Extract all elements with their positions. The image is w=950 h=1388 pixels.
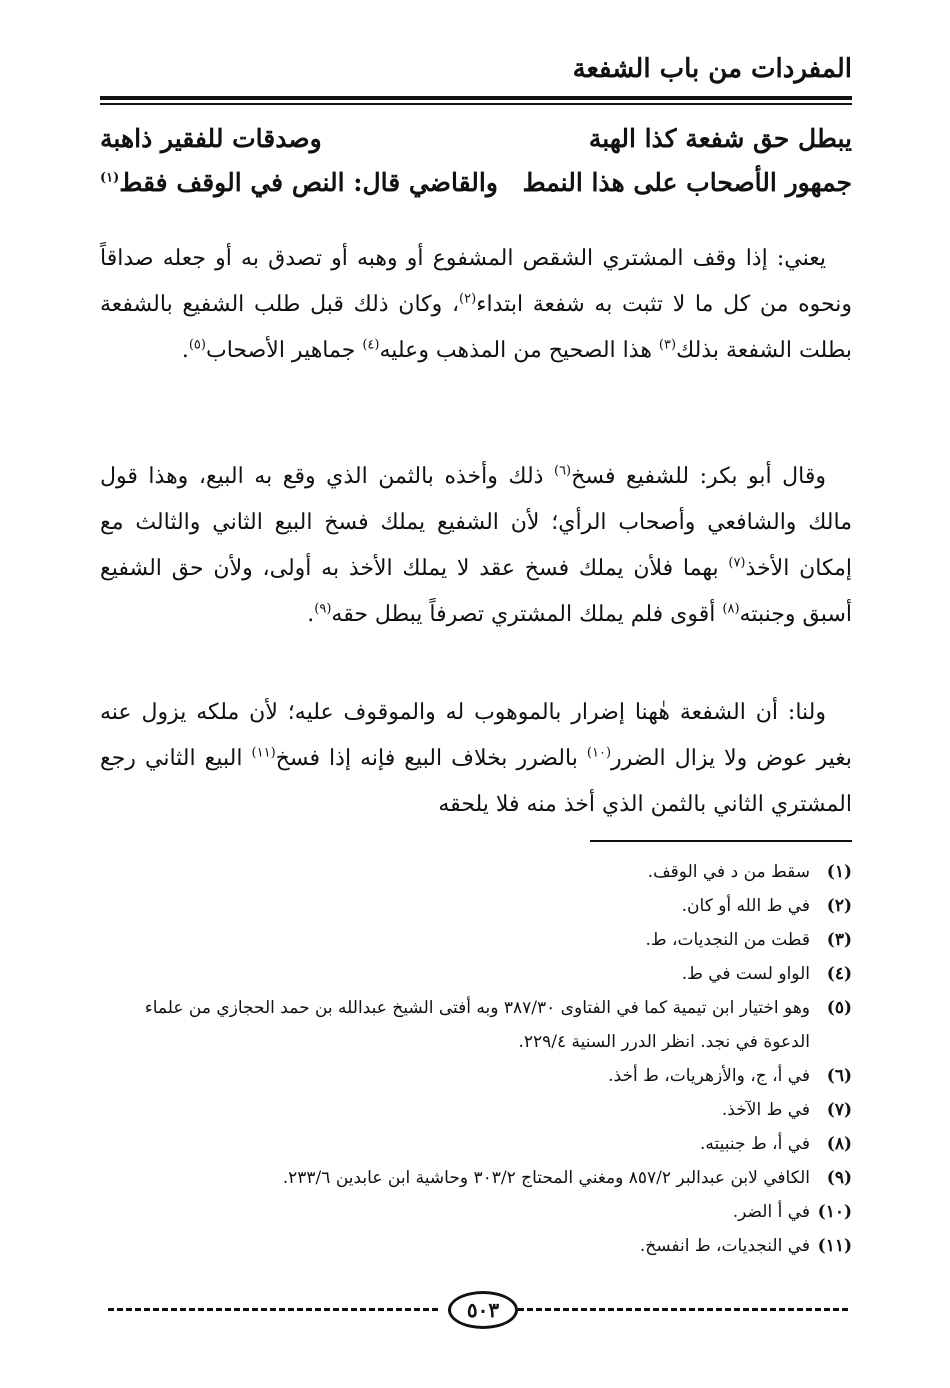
footnote-number: (٧) (826, 1100, 852, 1120)
footnote-ref-9[interactable]: (٩) (314, 601, 332, 617)
footnote-text: في أ، ط جنبيته. (700, 1134, 810, 1154)
footnote-text: في ط الله أو كان. (681, 896, 810, 916)
footnote-number: (٦) (826, 1066, 852, 1086)
footnote-separator (590, 840, 852, 842)
footnote-text: في النجديات، ط انفسخ. (639, 1236, 810, 1256)
footnote-text: الواو لست في ط. (681, 964, 810, 984)
footnote-text: الكافي لابن عبدالبر ٨٥٧/٢ ومغني المحتاج ٣٠٣/٢ وحاشية ابن عابدين ٢٣٣/٦. (282, 1168, 810, 1188)
paragraph-1-text-a: يعني: إذا وقف المشتري الشقص المشفوع أو وهبه أو تصدق به أو جعله صداقاً ونحوه من كل ما لا تثبت به شفعة ابتداء (100, 246, 852, 317)
footnote-item (100, 1229, 852, 1263)
footnote-ref-2[interactable]: (٢) (459, 291, 477, 307)
footnote-number: (٨) (826, 1134, 852, 1154)
footnote-ref-11[interactable]: (١١) (251, 745, 276, 761)
paragraph-3 (100, 690, 852, 828)
verse-line-2-second-text: والقاضي قال: النص في الوقف فقط (119, 168, 498, 197)
footnote-item (100, 923, 852, 957)
paragraph-2 (100, 454, 852, 638)
footnote-text: في أ، ج، والأزهريات، ط أخذ. (608, 1066, 810, 1086)
footnote-ref-5[interactable]: (٥) (188, 337, 206, 353)
footnote-number: (٣) (826, 930, 852, 950)
footnote-number: (١١) (817, 1236, 852, 1256)
paragraph-1-text-c: هذا الصحيح من المذهب وعليه (379, 338, 659, 363)
paragraph-1-text-e: . (181, 338, 189, 363)
page-footer (108, 1290, 848, 1330)
footer-dashed-rule-right (518, 1308, 848, 1311)
verse-line-2-first-hemistich: جمهور الأصحاب على هذا النمط (522, 168, 852, 197)
verse-line-1-first-hemistich: يبطل حق شفعة كذا الهبة (588, 124, 852, 153)
footnote-text: في أ الضر. (732, 1202, 810, 1222)
paragraph-3-text-a: ولنا: أن الشفعة هٰهنا إضرار بالموهوب له والموقوف عليه؛ لأن ملكه يزول عنه بغير عوض ولا يزال الضرر (100, 700, 853, 771)
paragraph-3-text-b: بالضرر بخلاف البيع فإنه إذا فسخ (275, 746, 587, 771)
footnote-ref-3[interactable]: (٣) (658, 337, 677, 353)
paragraph-2-text-d: أقوى فلم يملك المشتري تصرفاً يبطل حقه (331, 602, 723, 627)
paragraph-3-text-c: البيع الثاني رجع المشتري الثاني بالثمن الذي أخذ منه فلا يلحقه (100, 746, 852, 817)
footnote-item (100, 1127, 852, 1161)
verse-line-2 (100, 168, 852, 197)
footnote-number: (٩) (826, 1168, 852, 1188)
footnote-number: (١٠) (817, 1202, 852, 1222)
footnote-number: (١) (826, 862, 852, 882)
footnote-item (100, 1161, 852, 1195)
footnote-text: وهو اختيار ابن تيمية كما في الفتاوى ٣٨٧/٣٠ وبه أفتى الشيخ عبدالله بن حمد الحجازي من علماء الدعوة في نجد. انظر الدرر السنية ٢٢٩/٤. (144, 998, 810, 1052)
footnote-item (100, 1059, 852, 1093)
footnote-text: سقط من د في الوقف. (647, 862, 810, 882)
running-header-title: المفردات من باب الشفعة (572, 54, 852, 84)
footer-dashed-rule-left (108, 1308, 438, 1311)
paragraph-2-text-e: . (307, 602, 315, 627)
footnote-item (100, 889, 852, 923)
footnote-ref-6[interactable]: (٦) (553, 463, 572, 479)
footnote-item (100, 991, 852, 1059)
page-number: ٥٠٣ (448, 1291, 518, 1329)
footnote-ref-7[interactable]: (٧) (728, 555, 746, 571)
paragraph-1-text-b: ، وكان ذلك قبل طلب الشفيع بالشفعة بطلت الشفعة بذلك (100, 292, 852, 363)
footnote-ref-10[interactable]: (١٠) (586, 745, 612, 761)
paragraph-2-text-a: وقال أبو بكر: للشفيع فسخ (571, 464, 826, 489)
footnote-item (100, 1093, 852, 1127)
footnotes-list (100, 855, 852, 1263)
verse-line-1 (100, 124, 852, 153)
paragraph-2-text-b: ذلك وأخذه بالثمن الذي وقع به البيع، وهذا قول مالك والشافعي وأصحاب الرأي؛ لأن الشفيع يملك فسخ البيع الثاني والثالث مع إمكان الأخذ (100, 464, 852, 581)
footnote-text: في ط الآخذ. (721, 1100, 810, 1120)
footnote-item (100, 957, 852, 991)
paragraph-2-text-c: بهما فلأن يملك فسخ عقد لا يملك الأخذ به أولى، ولأن حق الشفيع أسبق وجنبته (100, 556, 852, 627)
footnote-number: (٤) (826, 964, 852, 984)
footnote-number: (٥) (826, 998, 852, 1018)
verse-line-1-second-hemistich: وصدقات للفقير ذاهبة (100, 124, 322, 153)
paragraph-1-text-d: جماهير الأصحاب (205, 338, 363, 363)
footnote-item (100, 1195, 852, 1229)
footnote-item (100, 855, 852, 889)
verse-line-2-second-hemistich (100, 168, 498, 197)
header-rule-thin (100, 103, 852, 105)
footnote-ref-1[interactable]: (١) (100, 170, 120, 186)
footnote-ref-4[interactable]: (٤) (362, 337, 380, 353)
footnote-text: قطت من النجديات، ط. (645, 930, 810, 950)
header-rule-thick (100, 96, 852, 100)
footnote-number: (٢) (826, 896, 852, 916)
footnote-ref-8[interactable]: (٨) (722, 601, 740, 617)
paragraph-1 (100, 236, 852, 374)
